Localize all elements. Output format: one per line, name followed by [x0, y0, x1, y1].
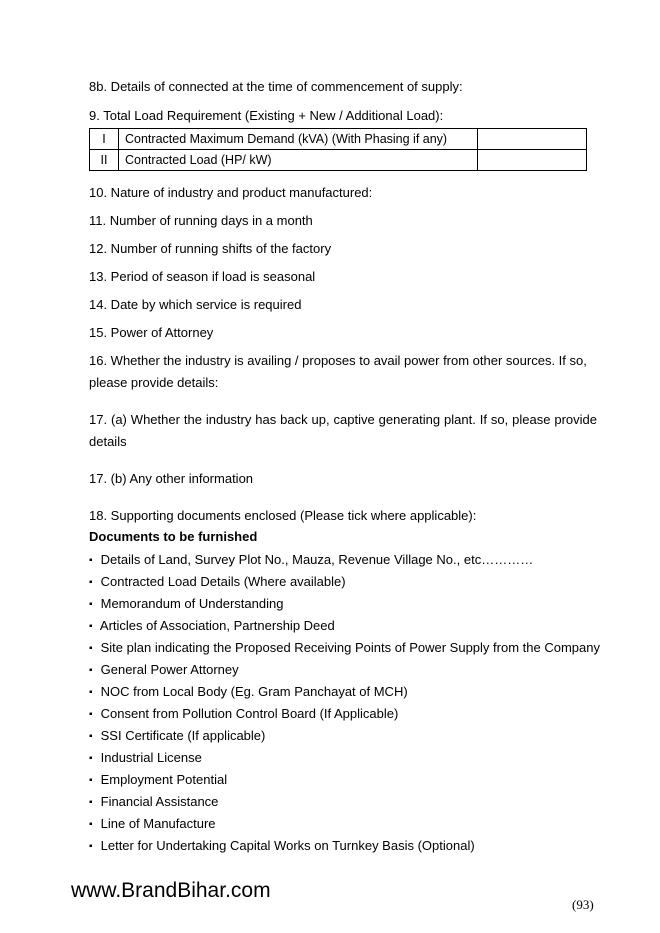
- list-item: ▪ Site plan indicating the Proposed Receiving Points of Power Supply from the Company: [89, 639, 600, 661]
- bullet-icon: ▪: [89, 797, 93, 808]
- item-15: 15. Power of Attorney: [89, 325, 214, 340]
- row-number: II: [90, 150, 119, 171]
- list-item: ▪ Consent from Pollution Control Board (If Applicable): [89, 705, 600, 727]
- bullet-icon: ▪: [89, 709, 93, 720]
- list-item: ▪ Financial Assistance: [89, 793, 600, 815]
- list-item: ▪ SSI Certificate (If applicable): [89, 727, 600, 749]
- list-item: ▪ Articles of Association, Partnership Deed: [89, 617, 600, 639]
- row-label: Contracted Load (HP/ kW): [119, 150, 478, 171]
- row-label: Contracted Maximum Demand (kVA) (With Phasing if any): [119, 129, 478, 150]
- item-11: 11. Number of running days in a month: [89, 213, 313, 228]
- bullet-icon: ▪: [89, 819, 93, 830]
- bullet-icon: ▪: [89, 731, 93, 742]
- item-13: 13. Period of season if load is seasonal: [89, 269, 316, 284]
- item-17a: 17. (a) Whether the industry has back up, captive generating plant. If so, please provide details: [89, 412, 597, 449]
- watermark: www.BrandBihar.com: [71, 879, 271, 902]
- list-item: ▪ Details of Land, Survey Plot No., Mauza, Revenue Village No., etc…………: [89, 551, 600, 573]
- list-item: ▪ Letter for Undertaking Capital Works on Turnkey Basis (Optional): [89, 837, 600, 859]
- list-item: ▪ Contracted Load Details (Where available): [89, 573, 600, 595]
- row-value: [478, 129, 587, 150]
- table-row: [90, 129, 587, 150]
- row-number: I: [90, 129, 119, 150]
- bullet-icon: ▪: [89, 775, 93, 786]
- bullet-icon: ▪: [89, 687, 93, 698]
- list-item: ▪ Industrial License: [89, 749, 600, 771]
- item-18: 18. Supporting documents enclosed (Please tick where applicable):: [89, 508, 477, 523]
- item-16: 16. Whether the industry is availing / proposes to avail power from other sources. If so, please provide details:: [89, 353, 587, 390]
- documents-list: [89, 551, 600, 859]
- bullet-icon: ▪: [89, 665, 93, 676]
- item-9: 9. Total Load Requirement (Existing + New / Additional Load):: [89, 108, 444, 123]
- item-17b: 17. (b) Any other information: [89, 471, 254, 486]
- page-number: (93): [572, 897, 594, 912]
- row-value: [478, 150, 587, 171]
- item-12: 12. Number of running shifts of the factory: [89, 241, 332, 256]
- list-item: ▪ Memorandum of Understanding: [89, 595, 600, 617]
- item-10: 10. Nature of industry and product manufactured:: [89, 185, 373, 200]
- bullet-icon: ▪: [89, 643, 93, 654]
- bullet-icon: ▪: [89, 753, 93, 764]
- list-item: ▪ Line of Manufacture: [89, 815, 600, 837]
- bullet-icon: ▪: [89, 577, 93, 588]
- list-item: ▪ NOC from Local Body (Eg. Gram Panchayat of MCH): [89, 683, 600, 705]
- bullet-icon: ▪: [89, 599, 93, 610]
- list-item: ▪ Employment Potential: [89, 771, 600, 793]
- bullet-icon: ▪: [89, 621, 93, 632]
- list-item: ▪ General Power Attorney: [89, 661, 600, 683]
- item-14: 14. Date by which service is required: [89, 297, 302, 312]
- bullet-icon: ▪: [89, 555, 93, 566]
- bullet-icon: ▪: [89, 841, 93, 852]
- load-requirement-table: [89, 128, 587, 171]
- documents-heading: Documents to be furnished: [89, 529, 258, 544]
- item-8b: 8b. Details of connected at the time of commencement of supply:: [89, 79, 463, 94]
- table-row: [90, 150, 587, 171]
